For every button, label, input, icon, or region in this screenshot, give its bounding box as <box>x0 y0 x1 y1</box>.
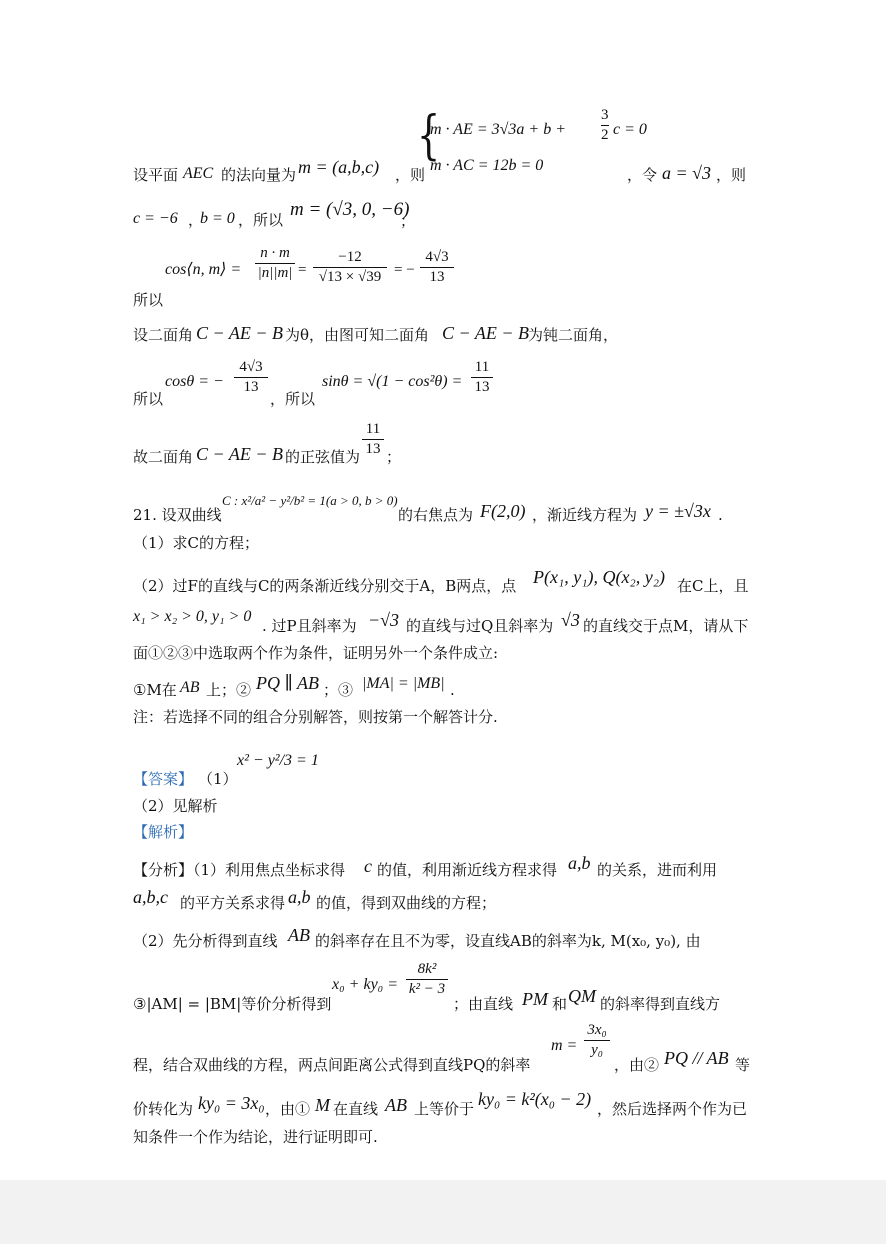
math-dihedral-1: C − AE − B <box>196 323 283 343</box>
analysis-5c: 在直线 <box>333 1100 379 1118</box>
math-ab-2: a,b <box>288 887 311 907</box>
condition-1: ①M在 <box>133 681 177 699</box>
math-condition: x₁ > x₂ > 0, y₁ > 0 <box>133 608 252 625</box>
answer-part-1: （1） <box>198 770 238 788</box>
text-let: ，令 <box>627 166 658 184</box>
math-a-value: a = √3 <box>662 163 712 183</box>
system-brace: { <box>416 106 441 166</box>
condition-1b: 上；② <box>206 681 252 699</box>
question-note: 注：若选择不同的组合分别解答，则按第一个解答计分. <box>133 708 498 726</box>
text-result-1: 故二面角 <box>133 448 194 466</box>
question-part-2b: 在C上，且 <box>677 577 749 595</box>
text-dihedral-1: 设二面角 <box>133 326 194 344</box>
math-system-eq1-end: c = 0 <box>613 121 647 138</box>
analysis-1e: 的值，得到双曲线的方程； <box>316 894 497 912</box>
math-c-value: c = −6 <box>133 210 178 227</box>
fraction-three-halves: 3 2 <box>601 107 609 143</box>
text-so: ，所以 <box>238 211 284 229</box>
math-answer-equation: x² − y²/3 = 1 <box>237 752 319 769</box>
fraction-8k2: 8k² k² − 3 <box>406 962 448 997</box>
question-part-2d: 的直线与过Q且斜率为 <box>406 617 554 635</box>
math-pq-parallel: PQ ∥ AB <box>256 673 319 693</box>
analysis-3c: 的斜率得到直线方 <box>600 995 721 1013</box>
answer-part-2: （2）见解析 <box>133 797 218 815</box>
math-focus: F(2,0) <box>480 501 526 521</box>
math-m-eq: m = <box>551 1037 578 1054</box>
text-result-2: 的正弦值为 <box>285 448 361 466</box>
math-system-eq1: m · AE = 3√3a + b + <box>430 121 566 138</box>
analysis-4a: 程，结合双曲线的方程，两点间距离公式得到直线PQ的斜率 <box>133 1056 531 1074</box>
analysis-1b: 的值，利用渐近线方程求得 <box>377 861 558 879</box>
math-system-eq2: m · AC = 12b = 0 <box>430 157 544 174</box>
answer-label: 【答案】 <box>133 770 194 788</box>
text-normal-vector: 的法向量为 <box>221 166 297 184</box>
math-dihedral-3: C − AE − B <box>196 444 283 464</box>
text-asymptote: ，渐近线方程为 <box>532 506 638 524</box>
analysis-label: 【解析】 <box>133 823 194 841</box>
text-so-1: 所以 <box>133 291 164 309</box>
analysis-5a: 价转化为 <box>133 1100 194 1118</box>
text-dihedral-2: 为θ，由图可知二面角 <box>285 326 430 344</box>
math-b-value: b = 0 <box>200 210 235 227</box>
math-equals-neg: = − <box>394 262 415 278</box>
analysis-3a: ③|AM| = |BM|等价分析得到 <box>133 995 332 1013</box>
condition-3-end: . <box>450 681 455 699</box>
math-slope-pos: √3 <box>561 610 580 630</box>
math-slope-neg: −√3 <box>368 610 400 630</box>
text-semicolon-2: ； <box>386 448 402 466</box>
analysis-5e: ，然后选择两个作为已 <box>597 1100 748 1118</box>
question-21-intro: 21. 设双曲线 <box>133 506 222 524</box>
analysis-1a: 【分析】（1）利用焦点坐标求得 <box>133 861 346 879</box>
question-part-2e: 的直线交于点M，请从下 <box>583 617 749 635</box>
math-cos-theta: cosθ = − <box>165 373 224 390</box>
math-hyperbola: C : x²/a² − y²/b² = 1(a > 0, b > 0) <box>222 493 398 508</box>
math-ab: AB <box>180 679 200 696</box>
analysis-4c: 等 <box>735 1056 751 1074</box>
text-setup-plane: 设平面 <box>133 166 179 184</box>
question-part-2f: 面①②③中选取两个作为条件，证明另外一个条件成立: <box>133 644 499 662</box>
text-so-2: 所以 <box>133 390 164 408</box>
math-qm: QM <box>568 986 596 1006</box>
text-and: 和 <box>552 995 568 1013</box>
math-ab-1: a,b <box>568 853 591 873</box>
math-x0-ky0: x₀ + ky₀ = <box>332 976 399 993</box>
fraction-sine-result: 11 13 <box>362 422 384 457</box>
analysis-3b: ；由直线 <box>453 995 514 1013</box>
fraction-dot-over-norm: n · m |n||m| <box>255 246 295 281</box>
math-pq-points: P(x₁, y₁), Q(x₂, y₂) <box>533 567 665 587</box>
text-then-2: ，则 <box>716 166 747 184</box>
math-ab-4: AB <box>385 1095 407 1115</box>
math-pm: PM <box>522 989 548 1009</box>
text-period: . <box>718 506 723 524</box>
analysis-6: 知条件一个作为结论，进行证明即可. <box>133 1128 378 1146</box>
fraction-minus12: −12 √13 × √39 <box>313 250 387 285</box>
analysis-2b: 的斜率存在且不为零，设直线AB的斜率为k, M(x₀, y₀), 由 <box>315 932 701 950</box>
analysis-4b: ，由② <box>614 1056 660 1074</box>
math-abc: a,b,c <box>133 887 168 907</box>
math-pq-ab: PQ // AB <box>664 1048 729 1068</box>
text-semicolon: ； <box>400 212 416 230</box>
math-ma-mb: |MA| = |MB| <box>362 675 445 692</box>
math-aec: AEC <box>183 165 214 182</box>
question-part-2c: . 过P且斜率为 <box>262 617 357 635</box>
math-m-result: m = (√3, 0, −6) <box>290 199 410 220</box>
text-then: ，则 <box>395 166 426 184</box>
analysis-1d: 的平方关系求得 <box>180 894 286 912</box>
math-M: M <box>315 1095 330 1115</box>
analysis-1c: 的关系，进而利用 <box>597 861 718 879</box>
math-dihedral-2: C − AE − B <box>442 323 529 343</box>
math-ky0-k2: ky₀ = k²(x₀ − 2) <box>478 1089 592 1109</box>
fraction-4sqrt3-13: 4√3 13 <box>420 250 454 285</box>
text-dihedral-3: 为钝二面角， <box>528 326 619 344</box>
text-comma: ， <box>188 211 204 229</box>
question-part-1: （1）求C的方程； <box>133 534 260 552</box>
math-c: c <box>364 856 372 876</box>
math-ky0-3x0: ky₀ = 3x₀ <box>198 1093 265 1113</box>
math-m-vector: m = (a,b,c) <box>298 157 380 177</box>
fraction-cos-theta: 4√3 13 <box>234 360 268 395</box>
condition-3-prefix: ；③ <box>323 681 354 699</box>
page-bottom-margin <box>0 1180 886 1244</box>
math-asymptote: y = ±√3x <box>645 501 711 521</box>
text-so-3: ，所以 <box>270 390 316 408</box>
text-right-focus: 的右焦点为 <box>398 506 474 524</box>
math-sin-theta: sinθ = √(1 − cos²θ) = <box>322 373 463 390</box>
analysis-2a: （2）先分析得到直线 <box>133 932 278 950</box>
fraction-sin-theta: 11 13 <box>471 360 493 395</box>
math-cos-nm: cos⟨n, m⟩ = <box>165 261 242 278</box>
math-ab-3: AB <box>288 925 310 945</box>
question-part-2a: （2）过F的直线与C的两条渐近线分别交于A，B两点，点 <box>133 577 517 595</box>
analysis-5b: ，由① <box>265 1100 311 1118</box>
analysis-5d: 上等价于 <box>414 1100 475 1118</box>
math-equals: = <box>298 262 307 278</box>
fraction-3x0-y0: 3x₀ y₀ <box>584 1023 610 1058</box>
